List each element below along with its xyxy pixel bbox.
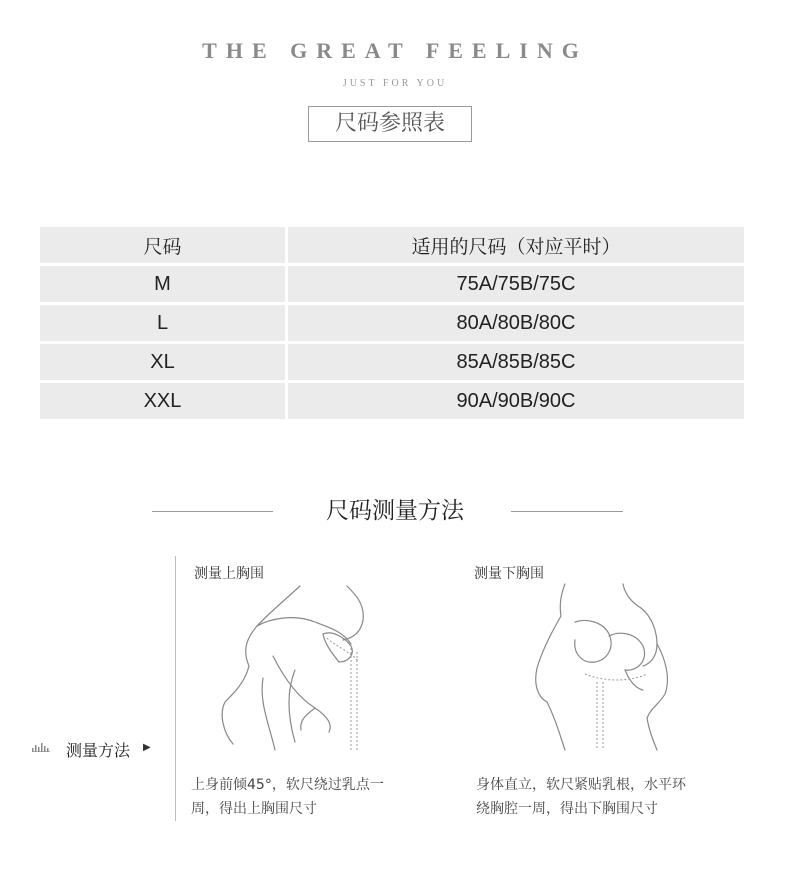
section-title: 尺码测量方法 bbox=[326, 498, 464, 524]
table-row bbox=[40, 305, 744, 341]
header-size: 尺码 bbox=[40, 227, 285, 263]
table-row bbox=[40, 383, 744, 419]
lower-bust-desc-line1: 身体直立，软尺紧贴乳根，水平环 bbox=[476, 777, 686, 793]
size-cell: XL bbox=[40, 344, 285, 380]
cups-cell: 85A/85B/85C bbox=[288, 344, 744, 380]
section-divider-right bbox=[511, 511, 623, 512]
size-cell: XXL bbox=[40, 383, 285, 419]
size-cell: L bbox=[40, 305, 285, 341]
size-table bbox=[40, 227, 744, 422]
upper-bust-title: 测量上胸围 bbox=[194, 566, 264, 582]
hero-title: THE GREAT FEELING bbox=[202, 38, 588, 63]
method-label: 测量方法 bbox=[66, 741, 131, 760]
upper-bust-desc bbox=[191, 773, 384, 821]
table-header-row bbox=[40, 227, 744, 263]
lower-bust-desc-line2: 绕胸腔一周，得出下胸围尺寸 bbox=[476, 801, 658, 817]
bars-icon bbox=[32, 742, 50, 752]
size-cell: M bbox=[40, 266, 285, 302]
lower-bust-illustration bbox=[525, 578, 685, 756]
size-chart-title-box: 尺码参照表 bbox=[308, 106, 472, 142]
triangle-right-icon: ▶ bbox=[143, 742, 151, 753]
header-cups: 适用的尺码（对应平时） bbox=[288, 227, 744, 263]
upper-bust-desc-line2: 周，得出上胸围尺寸 bbox=[191, 801, 317, 817]
cups-cell: 75A/75B/75C bbox=[288, 266, 744, 302]
cups-cell: 90A/90B/90C bbox=[288, 383, 744, 419]
table-row bbox=[40, 266, 744, 302]
table-row bbox=[40, 344, 744, 380]
cups-cell: 80A/80B/80C bbox=[288, 305, 744, 341]
vertical-divider bbox=[175, 556, 176, 821]
lower-bust-desc bbox=[476, 773, 686, 821]
lower-bust-title: 测量下胸围 bbox=[474, 566, 544, 582]
hero-subtitle: JUST FOR YOU bbox=[342, 78, 448, 89]
upper-bust-desc-line1: 上身前倾45°，软尺绕过乳点一 bbox=[191, 777, 384, 793]
upper-bust-illustration bbox=[215, 582, 385, 754]
